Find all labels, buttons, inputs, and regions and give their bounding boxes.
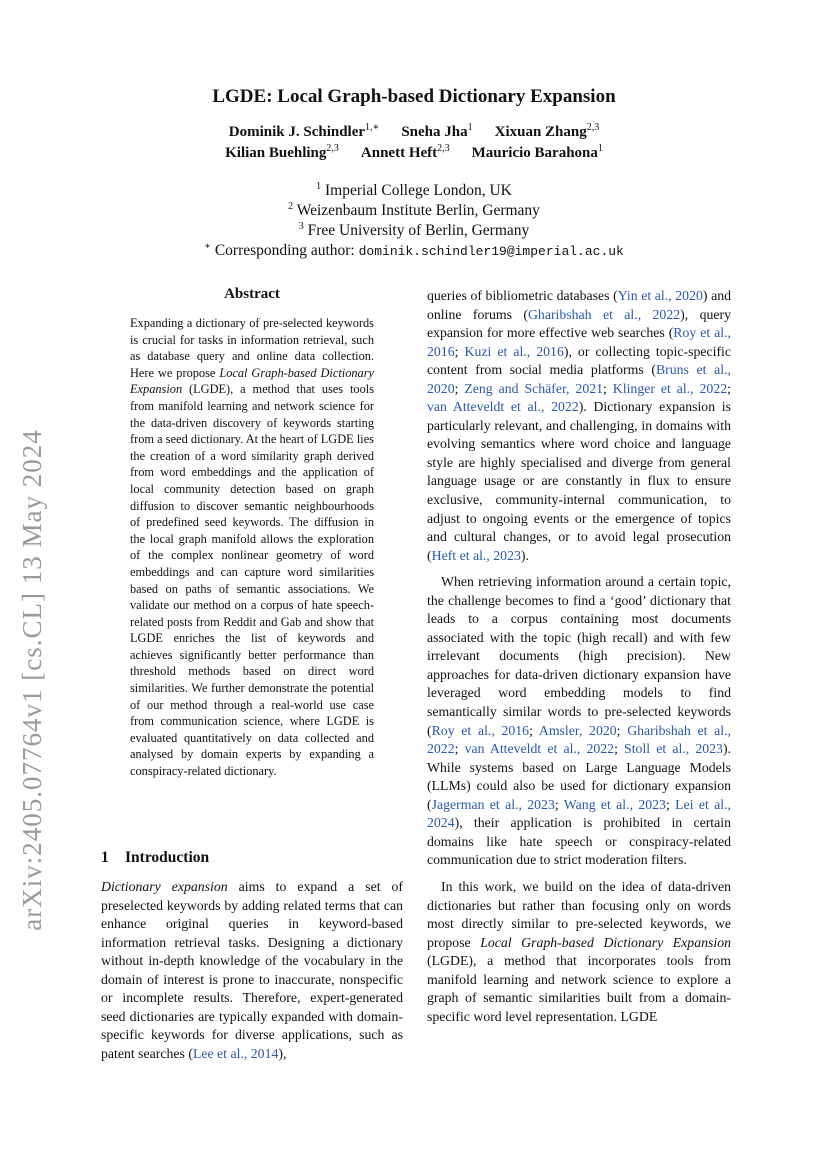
right-paragraph-2 — [427, 573, 731, 870]
author-name: Kilian Buehling$^{2,3}$ — [225, 143, 339, 161]
affiliation-2: $^2$ Weizenbaum Institute Berlin, Germany — [288, 201, 540, 220]
right-paragraph-3 — [427, 878, 731, 1026]
citation-link[interactable]: Bruns et al., 2020 — [427, 362, 731, 396]
citation-link[interactable]: Heft et al., 2023 — [431, 547, 521, 563]
citation-link[interactable]: Wang et al., 2023 — [563, 796, 666, 812]
body-text: ; — [454, 380, 465, 396]
body-text: ; — [554, 796, 564, 812]
body-text: ) and online forums ( — [427, 288, 732, 322]
citation-link[interactable]: Lee et al., 2014 — [192, 1045, 279, 1061]
section-heading-introduction: 1 Introduction — [101, 849, 210, 866]
paper-title: LGDE: Local Graph-based Dictionary Expansion — [212, 86, 616, 107]
citation-link[interactable]: Jagerman et al., 2023 — [431, 796, 555, 812]
author-name: Dominik J. Schindler$^{1,∗}$ — [228, 122, 380, 140]
author-name: Xixuan Zhang$^{2,3}$ — [494, 122, 600, 140]
body-text: ), their application is prohibited in certain domains like hate speech or conspiracy-related communication due to strict moderation filters. — [427, 815, 731, 868]
body-text: ), query expansion for more effective web searches ( — [427, 306, 731, 341]
citation-link[interactable]: Yin et al., 2020 — [617, 288, 703, 303]
affiliation-3: $^3$ Free University of Berlin, Germany — [298, 221, 530, 240]
body-text: ). — [520, 547, 529, 563]
right-paragraph-1 — [427, 287, 731, 565]
author-name: Mauricio Barahona$^1$ — [471, 143, 603, 161]
body-text: ; — [529, 722, 539, 738]
body-text: ; — [665, 796, 676, 812]
author-line-1 — [0, 122, 828, 141]
body-text: ; — [616, 722, 628, 738]
body-text: ; — [454, 741, 465, 757]
corresponding-email[interactable]: dominik.schindler19@imperial.ac.uk — [358, 244, 624, 260]
body-text: When retrieving information around a certain topic, the challenge becomes to find a ‘good’ dictionary that leads to a corpus containing most documents associated with the topic (high recall) and with few irrelevant documents (high precision). New approaches for data-driven dictionary expansion have leveraged word embedding models to find semantically similar words to pre-selected keywords ( — [427, 574, 731, 738]
body-text: ). While systems based on Large Language Models (LLMs) could also be used for dictionary expansion ( — [427, 741, 731, 812]
citation-link[interactable]: van Atteveldt et al., 2022 — [427, 399, 579, 415]
intro-paragraph-1: Dictionary expansion aims to expand a set of preselected keywords by adding related terms that can enhance original queries in keyword-based information retrieval tasks. Designing a dictionary without in-depth knowledge of the vocabulary in the domain of interest is prone to inaccurate, nonspecific or incomplete results. Therefore, expert-generated seed dictionaries are typically expanded with domain-specific keywords for diverse applications, such as patent searches (Lee et al., 2014), — [101, 879, 403, 1061]
body-text: In this work, we build on the idea of data-driven dictionaries but rather than focusing only on words most directly similar to pre-selected keywords, we propose — [427, 878, 731, 950]
corresponding-author: ∗ Corresponding author: dominik.schindler19@imperial.ac.uk — [204, 241, 624, 260]
arxiv-identifier: arXiv:2405.07764v1 [cs.CL] 13 May 2024 — [17, 429, 47, 931]
citation-link[interactable]: Amsler, 2020 — [538, 722, 617, 738]
author-name: Annett Heft$^{2,3}$ — [360, 143, 450, 161]
right-column — [427, 287, 731, 1034]
body-text: queries of bibliometric databases ( — [427, 288, 618, 303]
body-text: (LGDE), a method that incorporates tools from manifold learning and network science to explore a graph of semantic similarities built from a domain-specific word level representation. LGDE — [427, 953, 731, 1024]
citation-link[interactable]: Zeng and Schäfer, 2021 — [464, 380, 604, 396]
citation-link[interactable]: Gharibshah et al., 2022 — [427, 722, 731, 757]
body-text: ; — [603, 380, 613, 396]
citation-link[interactable]: van Atteveldt et al., 2022 — [464, 741, 615, 757]
body-text: ), or collecting topic-specific content from social media platforms ( — [427, 343, 731, 378]
citation-link[interactable]: Roy et al., 2016 — [427, 325, 731, 359]
citation-link[interactable]: Roy et al., 2016 — [431, 722, 530, 738]
body-text: ; — [614, 741, 625, 757]
citation-link[interactable]: Lei et al., 2024 — [427, 796, 731, 831]
emphasis-text: Local Graph-based Dictionary Expansion — [480, 934, 731, 950]
abstract-heading: Abstract — [224, 286, 280, 302]
citation-link[interactable]: Klinger et al., 2022 — [612, 380, 728, 396]
body-text: ). Dictionary expansion is particularly relevant, and challenging, in domains with evolving semantics where word choice and language style are highly specialised and diverge from general language usage or are constantly in flux to ensure exclusive, community-internal communication, to adjust to ongoing events or the emergence of topics and cultural changes, or to avoid legal prosecution ( — [427, 399, 731, 563]
author-line-2 — [0, 143, 828, 162]
author-name: Sneha Jha$^1$ — [401, 122, 473, 140]
abstract-text: Expanding a dictionary of pre-selected keywords is crucial for tasks in information retrieval, such as database query and online data collection. Here we propose Local Graph-based Dictionary Expansion (LGDE), a method that uses tools from manifold learning and network science for the data-driven discovery of keywords starting from a seed dictionary. At the heart of LGDE lies the creation of a word similarity graph derived from word embeddings and the application of local community detection based on graph diffusion to discover semantic neighbourhoods of predefined seed keywords. The diffusion in the local graph manifold allows the exploration of the complex nonlinear geometry of word embeddings and can capture word similarities based on paths of semantic associations. We validate our method on a corpus of hate speech-related posts from Reddit and Gab and show that LGDE enriches the list of keywords and achieves significantly better performance than threshold methods based on direct word similarities. We further demonstrate the potential of our method through a real-world use case from communication science, where LGDE is evaluated quantitatively on data collected and analysed by domain experts by expanding a conspiracy-related dictionary. — [130, 316, 374, 779]
citation-link[interactable]: Gharibshah et al., 2022 — [527, 306, 681, 322]
body-text: ; — [454, 343, 465, 359]
citation-link[interactable]: Stoll et al., 2023 — [624, 741, 723, 757]
citation-link[interactable]: Kuzi et al., 2016 — [464, 343, 564, 359]
affiliation-1: $^1$ Imperial College London, UK — [316, 181, 512, 200]
body-text: ; — [727, 380, 731, 396]
